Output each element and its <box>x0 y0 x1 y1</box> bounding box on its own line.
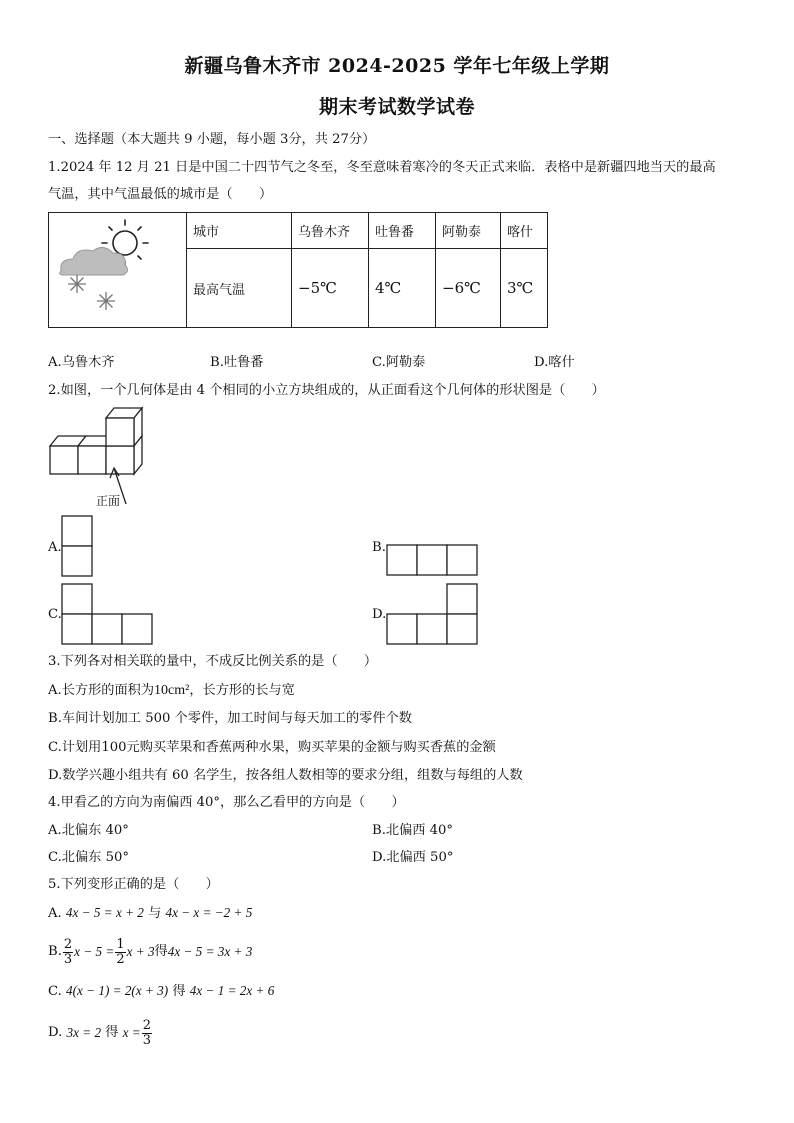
weather-image-cell <box>49 213 187 328</box>
q5-option-c-eq1: 4(x − 1) = 2(x + 3) <box>66 983 169 998</box>
q5-option-d-eq2-pre: x = <box>122 1025 141 1040</box>
q5-option-b-mid: 得 <box>154 944 168 959</box>
q5-option-b-eq2: 4x − 5 = 3x + 3 <box>167 944 253 959</box>
q3-option-a-unit: 10cm² <box>154 683 190 698</box>
temperature-table <box>48 212 548 328</box>
table-header-city: 城市 <box>187 213 292 249</box>
q5-option-a-mid: 与 <box>148 906 162 921</box>
q5-option-b-frac1-den: 3 <box>63 951 73 967</box>
q2-option-c-shape[interactable] <box>61 583 153 645</box>
q5-option-d[interactable] <box>48 1014 153 1052</box>
q5-option-a[interactable] <box>48 904 252 923</box>
q5-option-b-frac1-num: 2 <box>63 936 73 952</box>
q3-option-a[interactable] <box>48 682 295 700</box>
q4-option-d[interactable]: D.北偏西 50° <box>372 850 454 865</box>
q5-option-d-mid: 得 <box>105 1025 119 1040</box>
q5-option-b-part2: x + 3 <box>126 944 155 959</box>
q1-option-d[interactable]: D.喀什 <box>534 355 575 370</box>
q2-option-d-label[interactable]: D. <box>372 607 387 622</box>
q4-stem: 4.甲看乙的方向为南偏西 40°，那么乙看甲的方向是（ ） <box>48 795 405 810</box>
q5-option-b-frac2 <box>115 938 125 967</box>
q1-option-c[interactable]: C.阿勒泰 <box>372 355 426 370</box>
q2-option-b-label[interactable]: B. <box>372 540 386 555</box>
q5-option-a-eq1: 4x − 5 = x + 2 <box>65 905 144 920</box>
q2-stem: 2.如图，一个几何体是由 4 个相同的小立方块组成的，从正面看这个几何体的形状图是（ ） <box>48 383 605 398</box>
q5-option-a-eq2: 4x − x = −2 + 5 <box>165 905 253 920</box>
q3-stem: 3.下列各对相关联的量中，不成反比例关系的是（ ） <box>48 654 378 669</box>
q1-option-a[interactable]: A.乌鲁木齐 <box>48 355 115 370</box>
q5-option-d-frac <box>142 1019 152 1048</box>
q4-option-a[interactable]: A.北偏东 40° <box>48 823 129 838</box>
q3-option-b[interactable]: B.车间计划加工 500 个零件，加工时间与每天加工的零件个数 <box>48 711 412 726</box>
table-header-city-2: 吐鲁番 <box>369 213 436 249</box>
q5-option-d-eq1: 3x = 2 <box>66 1025 102 1040</box>
q5-stem: 5.下列变形正确的是（ ） <box>48 877 219 892</box>
q5-option-c-eq2: 4x − 1 = 2x + 6 <box>189 983 275 998</box>
table-value-3: −6℃ <box>436 249 501 328</box>
table-header-city-4: 喀什 <box>501 213 548 249</box>
q5-option-c-label: C. <box>48 984 62 999</box>
q4-option-c[interactable]: C.北偏东 50° <box>48 850 129 865</box>
q3-option-a-pre: A.长方形的面积为 <box>48 683 155 698</box>
q5-option-c-mid: 得 <box>172 984 186 999</box>
snowflake-icon <box>68 275 115 310</box>
weather-illustration <box>49 213 186 327</box>
page-title-line1: 新疆乌鲁木齐市 2024-2025 学年七年级上学期 <box>184 55 610 77</box>
q2-option-a-label[interactable]: A. <box>48 540 62 555</box>
q3-option-c[interactable]: C.计划用100元购买苹果和香蕉两种水果，购买苹果的金额与购买香蕉的金额 <box>48 740 496 755</box>
q5-option-d-frac-num: 2 <box>142 1017 151 1033</box>
table-header-city-1: 乌鲁木齐 <box>292 213 369 249</box>
q1-option-b[interactable]: B.吐鲁番 <box>210 355 264 370</box>
q2-option-b-shape[interactable] <box>386 544 478 576</box>
q5-option-d-label: D. <box>48 1025 63 1040</box>
table-value-4: 3℃ <box>501 249 548 328</box>
front-label: 正面 <box>96 494 121 508</box>
section-heading: 一、选择题（本大题共 9 小题，每小题 3分，共 27分） <box>48 132 376 147</box>
q4-option-b[interactable]: B.北偏西 40° <box>372 823 454 838</box>
q5-option-a-label: A. <box>48 906 62 921</box>
q1-stem-line2: 气温，其中气温最低的城市是（ ） <box>48 187 273 202</box>
q5-option-d-frac-den: 3 <box>142 1032 151 1048</box>
cube-solid-figure <box>48 406 158 506</box>
q5-option-b-part1: x − 5 = <box>74 944 115 959</box>
q1-stem-line1: 1.2024 年 12 月 21 日是中国二十四节气之冬至，冬至意味着寒冷的冬天正式来临．表格中是新疆四地当天的最高 <box>48 160 716 175</box>
q5-option-b-label: B. <box>48 944 62 959</box>
table-row-label: 最高气温 <box>187 249 292 328</box>
q5-option-b-frac1 <box>63 938 73 967</box>
q2-option-d-shape[interactable] <box>386 583 478 645</box>
page-title-line2: 期末考试数学试卷 <box>318 96 475 118</box>
table-value-1: −5℃ <box>292 249 369 328</box>
q5-option-b[interactable] <box>48 934 252 970</box>
q5-option-b-frac2-den: 2 <box>116 951 125 967</box>
q5-option-b-frac2-num: 1 <box>116 936 125 952</box>
q5-option-c[interactable] <box>48 982 274 1001</box>
q3-option-a-post: ，长方形的长与宽 <box>189 683 295 698</box>
table-header-city-3: 阿勒泰 <box>436 213 501 249</box>
q2-option-c-label[interactable]: C. <box>48 607 62 622</box>
q3-option-d[interactable]: D.数学兴趣小组共有 60 名学生，按各组人数相等的要求分组，组数与每组的人数 <box>48 768 523 783</box>
table-value-2: 4℃ <box>369 249 436 328</box>
q2-option-a-shape[interactable] <box>61 515 93 577</box>
